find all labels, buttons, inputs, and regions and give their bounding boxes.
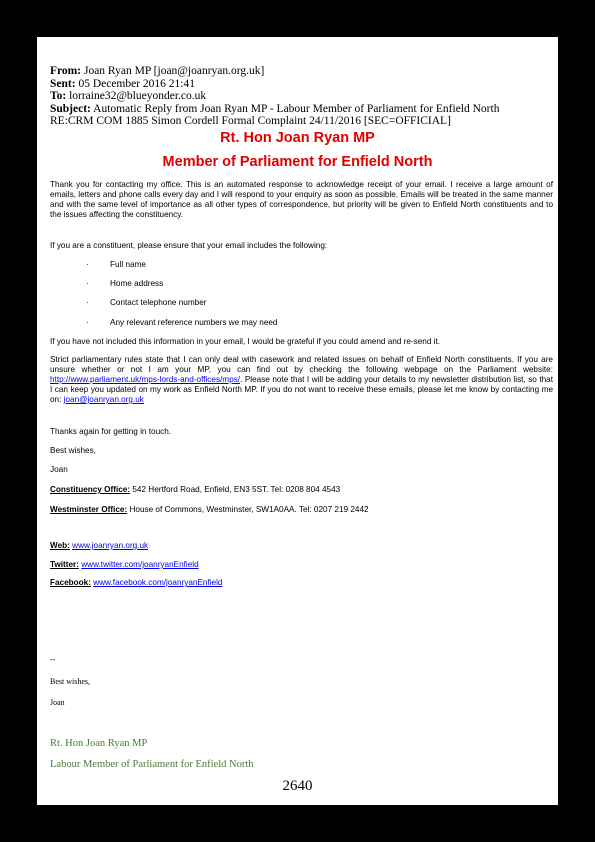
- constituency-label: Constituency Office:: [50, 485, 131, 494]
- twitter-link[interactable]: www.twitter.com/joanryanEnfield: [81, 560, 199, 569]
- email-link[interactable]: joan@joanryan.org.uk: [63, 395, 144, 404]
- signature-name: Rt. Hon Joan Ryan MP: [50, 738, 148, 749]
- subject-line: Subject: Automatic Reply from Joan Ryan MP - Labour Member of Parliament for Enfield North: [50, 102, 500, 115]
- intro-paragraph: Thank you for contacting my office. This is an automated response to acknowledge receipt of your email. I receive a large amount of emails, letters and phone calls every day and I will respond to your enquiry as soon as possible. Emails will be treated in the same manner and with the same level of importance as all other types of correspondence, but priority will be given to Enfield North constituents and to the issues affecting the constituency.: [50, 180, 553, 219]
- to-value: lorraine32@blueyonder.co.uk: [69, 90, 207, 102]
- constituent-paragraph: If you are a constituent, please ensure that your email includes the following:: [50, 241, 328, 250]
- twitter-line: Twitter: www.twitter.com/joanryanEnfield: [50, 560, 199, 569]
- westminster-label: Westminster Office:: [50, 505, 128, 514]
- subject-line-2: RE:CRM COM 1885 Simon Cordell Formal Complaint 24/11/2016 [SEC=OFFICIAL]: [50, 115, 451, 127]
- subject-value: Automatic Reply from Joan Ryan MP - Labour Member of Parliament for Enfield North: [93, 102, 500, 115]
- facebook-link[interactable]: www.facebook.com/joanryanEnfield: [93, 578, 223, 587]
- footer-best-wishes: Best wishes,: [50, 677, 90, 686]
- document-page: From: Joan Ryan MP [joan@joanryan.org.uk] Sent: 05 December 2016 21:41 To: lorraine32@blueyonder.co.uk Subject: Automatic Reply from Joan Ryan MP - Labour Member of Parliament for Enfield North RE:CRM COM 1885 Simon Cordell Formal Complaint 24/11/2016 [SEC=OFFICIAL] Rt. Hon Joan Ryan MP Member of Parliament for Enfield North Thank you for contacting my office. This is an automated response to acknowledge receipt of your email. I receive a large amount of emails, letters and phone calls every day and I will respond to your enquiry as soon as possible. Emails will be treated in the same manner and with the same level of importance as all other types of correspondence, but priority will be given to Enfield North constituents and to the issues affecting the constituency. If you are a constituent, please ensure that your email includes the following: · Full name · Home address · Contact telephone number · Any relevant reference numbers we may need If you have not included this information in your email, I would be grateful if you could amend and re-send it. Strict parliamentary rules state that I can only deal with casework and related issues on behalf of Enfield North constituents. If you are unsure whether or not I am your MP, you can find out by checking the following webpage on the Parliament website: http://www.parliament.uk/mps-lords-and-offices/mps/. Please note that I will be adding your details to my newsletter distribution list, so that I can keep you updated on my work as Enfield North MP. If you do not want to receive these emails, please let me know by contacting me on: joan@joanryan.org.uk Thanks again for getting in touch. Best wishes, Joan Constituency Office: 542 Hertford Road, Enfield, EN3 5ST. Tel: 0208 804 4543 Westminster Office: House of Commons, Westminster, SW1A0AA. Tel: 0207 219 2442 Web: www.joanryan.org.uk Twitter: www.twitter.com/joanryanEnfield Facebook: www.facebook.com/joanryanEnfield -- Best wishes, Joan Rt. Hon Joan Ryan MP Labour Member of Parliament for Enfield North 2640: [37, 37, 558, 805]
- westminster-office: Westminster Office: House of Commons, Westminster, SW1A0AA. Tel: 0207 219 2442: [50, 505, 369, 514]
- footer-name: Joan: [50, 698, 65, 707]
- rules-paragraph: Strict parliamentary rules state that I can only deal with casework and related issues on behalf of Enfield North constituents. If you are unsure whether or not I am your MP, you can find out by checking the following webpage on the Parliament website: http://www.parliament.uk/mps-lords-and-offices/mps/. Please note that I will be adding your details to my newsletter distribution list, so that I can keep you updated on my work as Enfield North MP. If you do not want to receive these emails, please let me know by contacting me on: joan@joanryan.org.uk: [50, 355, 553, 404]
- from-value: Joan Ryan MP [joan@joanryan.org.uk]: [83, 65, 265, 77]
- to-line: To: lorraine32@blueyonder.co.uk: [50, 90, 207, 102]
- page-number: 2640: [282, 778, 313, 794]
- constituency-office: Constituency Office: 542 Hertford Road, Enfield, EN3 5ST. Tel: 0208 804 4543: [50, 485, 341, 494]
- web-line: Web: www.joanryan.org.uk: [50, 541, 149, 550]
- email-header: [50, 65, 550, 128]
- mp-role-title: Member of Parliament for Enfield North: [162, 154, 433, 170]
- signoff-name: Joan: [50, 465, 68, 474]
- sent-line: Sent: 05 December 2016 21:41: [50, 77, 196, 90]
- bullet-icon: ·: [86, 298, 89, 307]
- signature-role: Labour Member of Parliament for Enfield North: [50, 759, 254, 770]
- from-line: From: Joan Ryan MP [joan@joanryan.org.uk]: [50, 65, 265, 77]
- facebook-line: Facebook: www.facebook.com/joanryanEnfield: [50, 578, 223, 587]
- bullet-icon: ·: [86, 279, 89, 288]
- sent-value: 05 December 2016 21:41: [78, 77, 196, 90]
- signature-separator: --: [50, 655, 56, 664]
- best-wishes-line: Best wishes,: [50, 446, 96, 455]
- bullet-icon: ·: [86, 260, 89, 269]
- amend-paragraph: If you have not included this information in your email, I would be grateful if you could amend and re-send it.: [50, 337, 441, 346]
- web-link[interactable]: www.joanryan.org.uk: [72, 541, 149, 550]
- bullet-icon: ·: [86, 318, 89, 327]
- parliament-link[interactable]: http://www.parliament.uk/mps-lords-and-offices/mps/: [50, 375, 241, 384]
- thanks-line: Thanks again for getting in touch.: [50, 427, 172, 436]
- mp-name-title: Rt. Hon Joan Ryan MP: [220, 130, 375, 146]
